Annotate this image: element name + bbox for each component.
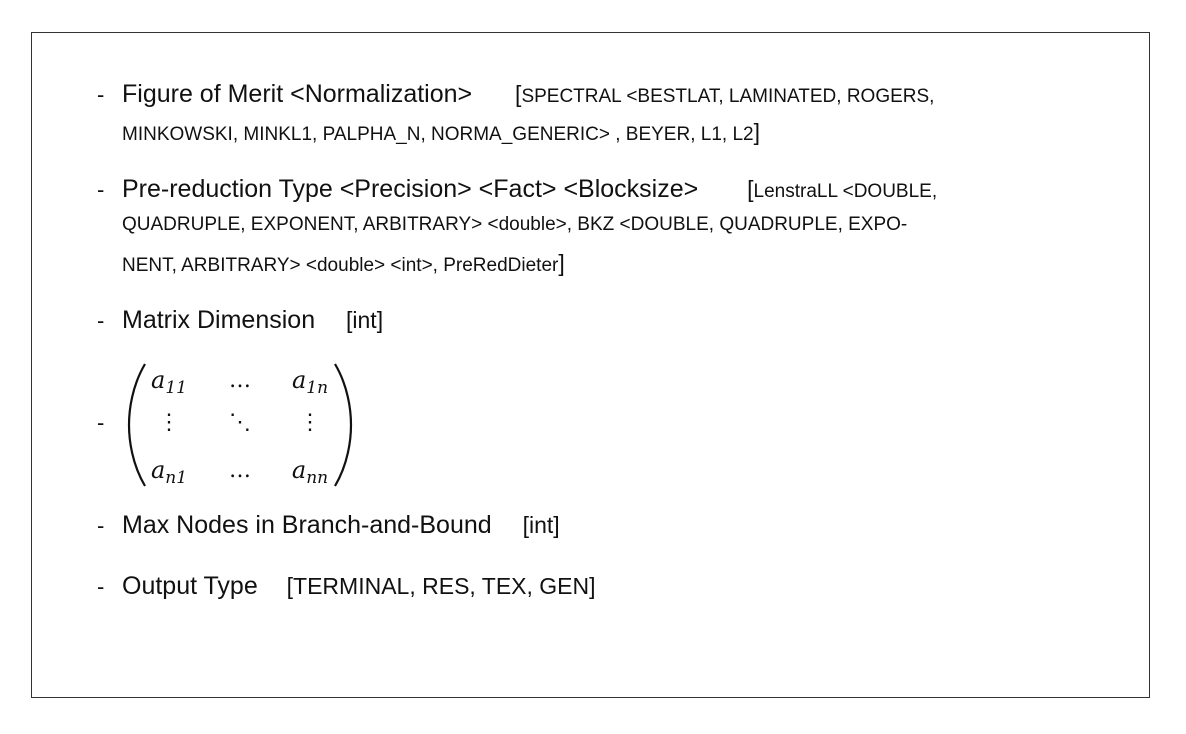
matrix-dimension-heading: Matrix Dimension	[122, 306, 316, 334]
matrix-cell-an1: $a_{n1}$	[150, 456, 188, 488]
right-paren-icon	[332, 362, 354, 488]
matrix-ddots: ⋱	[229, 410, 251, 435]
list-item-figure-of-merit	[97, 80, 1097, 150]
pre-reduction-options-2: QUADRUPLE, EXPONENT, ARBITRARY> <double>, BKZ <DOUBLE, QUADRUPLE, EXPO-	[122, 214, 908, 235]
output-type-options: [TERMINAL, RES, TEX, GEN]	[286, 573, 596, 599]
bracket-open: [	[515, 81, 522, 107]
list-dash: -	[97, 177, 105, 202]
figure-of-merit-line-1	[122, 80, 934, 109]
list-item-pre-reduction-type	[97, 175, 1097, 280]
output-type-line	[122, 572, 596, 601]
matrix-cell-a1n: $a_{1n}$	[291, 366, 329, 398]
max-nodes-options: [int]	[522, 512, 560, 538]
list-dash: -	[97, 308, 105, 333]
max-nodes-line	[122, 511, 560, 540]
pre-reduction-heading: Pre-reduction Type <Precision> <Fact> <Blocksize>	[122, 175, 699, 203]
matrix-cell-ann: $a_{nn}$	[291, 456, 329, 488]
list-dash: -	[97, 82, 105, 107]
figure-of-merit-line-2	[122, 119, 760, 146]
pre-reduction-line-2	[122, 214, 907, 236]
matrix-hdots-top: …	[229, 368, 251, 393]
bracket-close: ]	[753, 119, 760, 145]
max-nodes-heading: Max Nodes in Branch-and-Bound	[122, 511, 492, 539]
output-type-heading: Output Type	[122, 572, 258, 600]
figure-of-merit-options-1: SPECTRAL <BESTLAT, LAMINATED, ROGERS,	[521, 86, 935, 107]
list-item-matrix	[97, 362, 1097, 490]
list-item-matrix-dimension	[97, 306, 1097, 340]
matrix	[122, 362, 362, 486]
figure-of-merit-heading: Figure of Merit <Normalization>	[122, 80, 473, 108]
pre-reduction-options-3: NENT, ARBITRARY> <double> <int>, PreRedDieter	[122, 255, 559, 276]
list-item-max-nodes	[97, 511, 1097, 545]
pre-reduction-line-1	[122, 175, 937, 204]
matrix-vdots-left: ⋮	[158, 410, 180, 435]
figure-of-merit-options-2: MINKOWSKI, MINKL1, PALPHA_N, NORMA_GENERIC> , BEYER, L1, L2	[122, 124, 754, 145]
list-dash: -	[97, 513, 105, 538]
bracket-open: [	[747, 176, 754, 202]
list-dash: -	[97, 574, 105, 599]
list-dash: -	[97, 410, 105, 435]
matrix-dimension-line	[122, 306, 383, 335]
left-paren-icon	[126, 362, 148, 488]
pre-reduction-options-1: LenstraLL <DOUBLE,	[753, 181, 938, 202]
list-item-output-type	[97, 572, 1097, 606]
matrix-cell-a11: $a_{11}$	[151, 366, 187, 398]
matrix-dimension-options: [int]	[346, 307, 384, 333]
matrix-hdots-bottom: …	[229, 458, 251, 483]
bracket-close: ]	[558, 250, 565, 276]
pre-reduction-line-3	[122, 250, 565, 277]
matrix-vdots-right: ⋮	[299, 410, 321, 435]
